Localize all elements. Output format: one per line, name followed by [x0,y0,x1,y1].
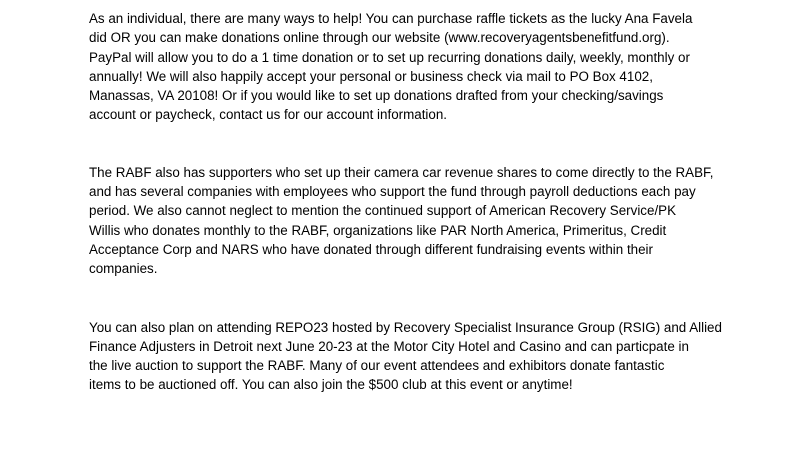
text-line: As an individual, there are many ways to help! You can purchase raffle tickets as the lucky Ana Favela [89,11,693,26]
text-line: account or paycheck, contact us for our account information. [89,107,448,123]
text-line: Acceptance Corp and NARS who have donated through different fundraising events within their [89,241,653,257]
text-line: PayPal will allow you to do a 1 time donation or to set up recurring donations daily, weekly, monthly or [89,49,690,65]
text-line: companies. [89,261,158,277]
text-line: and has several companies with employees who support the fund through payroll deductions each pay [89,184,696,200]
text-line: the live auction to support the RABF. Many of our event attendees and exhibitors donate fantastic [89,358,665,374]
text-line: Willis who donates monthly to the RABF, organizations like PAR North America, Primeritus, Credit [89,222,667,238]
text-line: Manassas, VA 20108! Or if you would like to set up donations drafted from your checking/savings [89,88,664,104]
paragraph-individual-donations [89,9,729,125]
text-line: The RABF also has supporters who set up their camera car revenue shares to come directly to the RABF, [89,164,714,180]
document-body [89,9,729,395]
text-line: Finance Adjusters in Detroit next June 20-23 at the Motor City Hotel and Casino and can particpate in [89,338,689,354]
text-line: You can also plan on attending REPO23 hosted by Recovery Specialist Insurance Group (RSIG) and Allied [89,319,722,335]
text-line: did OR you can make donations online through our website (www.recoveryagentsbenefitfund.org). [89,30,670,46]
paragraph-supporters [89,163,729,279]
text-line: period. We also cannot neglect to mention the continued support of American Recovery Service/PK [89,203,677,219]
paragraph-repo23-event [89,318,729,395]
text-line: items to be auctioned off. You can also join the $500 club at this event or anytime! [89,377,573,393]
text-line: annually! We will also happily accept your personal or business check via mail to PO Box 4102, [89,68,653,84]
